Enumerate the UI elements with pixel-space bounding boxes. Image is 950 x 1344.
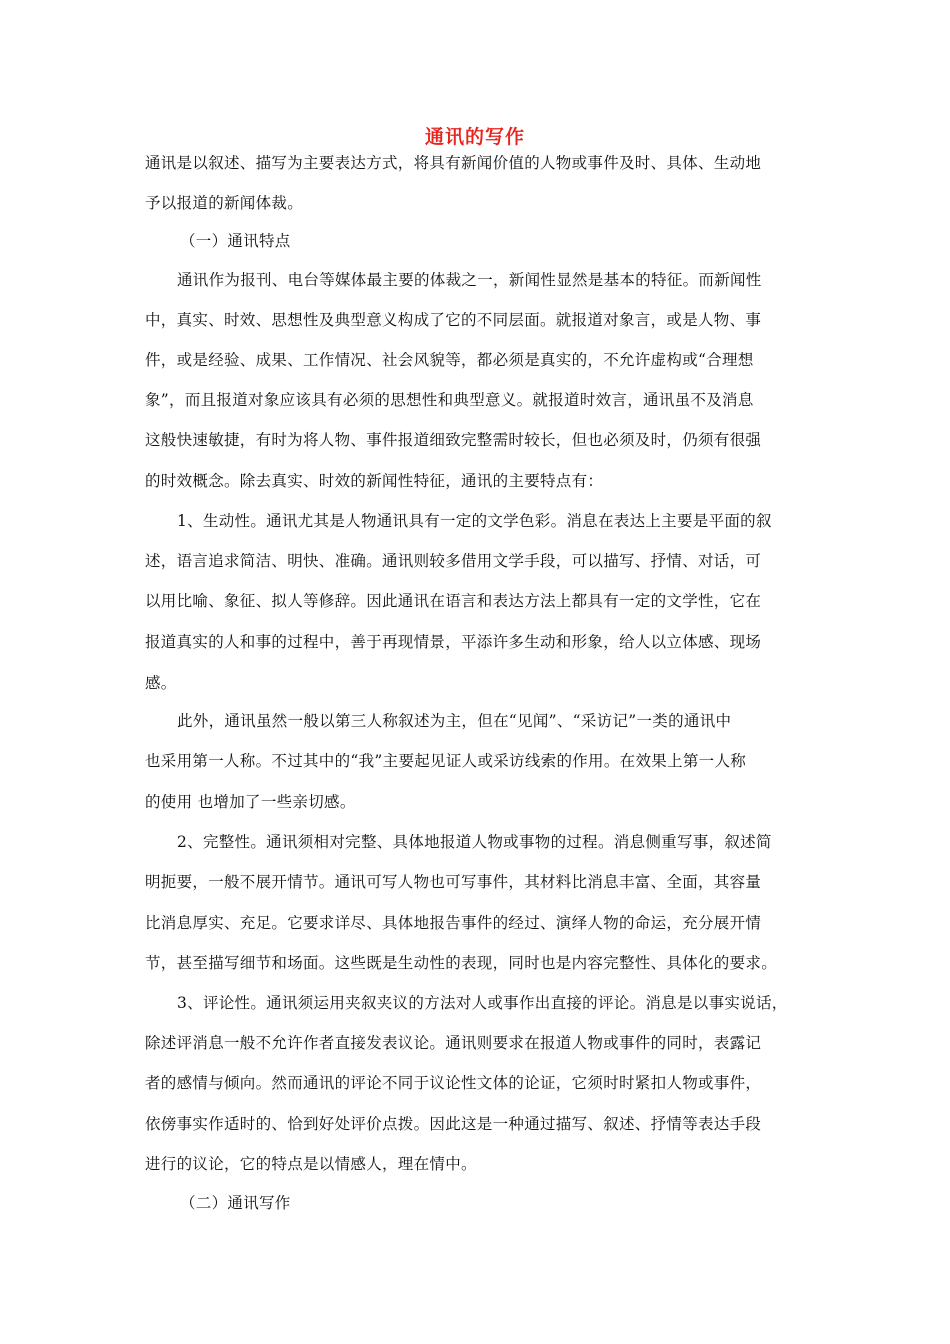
paragraph-line: 通讯是以叙述、描写为主要表达方式，将具有新闻价值的人物或事件及时、具体、生动地 [145,154,762,172]
paragraph-line: 象”，而且报道对象应该具有必须的思想性和典型意义。就报道时效言，通讯虽不及消息 [145,391,754,409]
paragraph-line: 比消息厚实、充足。它要求详尽、具体地报告事件的经过、演绎人物的命运，充分展开情 [145,914,762,932]
paragraph-line: 1、生动性。通讯尤其是人物通讯具有一定的文学色彩。消息在表达上主要是平面的叙 [177,512,772,530]
paragraph-line: 这般快速敏捷，有时为将人物、事件报道细致完整需时较长，但也必须及时，仍须有很强 [145,431,762,449]
paragraph-line: 述，语言追求简洁、明快、准确。通讯则较多借用文学手段，可以描写、抒情、对话，可 [145,552,762,570]
paragraph-line: 此外，通讯虽然一般以第三人称叙述为主，但在“见闻”、“采访记”一类的通讯中 [177,712,732,730]
paragraph-line: 件，或是经验、成果、工作情况、社会风貌等，都必须是真实的，不允许虚构或“合理想 [145,351,754,369]
paragraph-line: 以用比喻、象征、拟人等修辞。因此通讯在语言和表达方法上都具有一定的文学性，它在 [145,592,762,610]
paragraph-line: 中，真实、时效、思想性及典型意义构成了它的不同层面。就报道对象言，或是人物、事 [145,311,762,329]
paragraph-line: 依傍事实作适时的、恰到好处评价点拨。因此这是一种通过描写、叙述、抒情等表达手段 [145,1115,762,1133]
paragraph-line: 除述评消息一般不允许作者直接发表议论。通讯则要求在报道人物或事件的同时，表露记 [145,1034,762,1052]
paragraph-line: 的时效概念。除去真实、时效的新闻性特征，通讯的主要特点有： [145,472,604,490]
document-title: 通讯的写作 [424,126,525,148]
paragraph-line: 报道真实的人和事的过程中，善于再现情景，平添许多生动和形象，给人以立体感、现场 [145,633,762,651]
paragraph-line: 节，甚至描写细节和场面。这些既是生动性的表现，同时也是内容完整性、具体化的要求。 [145,954,778,972]
paragraph-line: 感。 [145,674,177,692]
paragraph-line: 予以报道的新闻体裁。 [145,194,304,212]
paragraph-line: 也采用第一人称。不过其中的“我”主要起见证人或采访线索的作用。在效果上第一人称 [145,752,747,770]
paragraph-line: 者的感情与倾向。然而通讯的评论不同于议论性文体的论证，它须时时紧扣人物或事件， [145,1074,762,1092]
paragraph-line: 进行的议论，它的特点是以情感人，理在情中。 [145,1155,477,1173]
paragraph-line: 的使用 也增加了一些亲切感。 [145,793,356,811]
paragraph-line: 2、完整性。通讯须相对完整、具体地报道人物或事物的过程。消息侧重写事，叙述简 [177,833,772,851]
paragraph-line: 通讯作为报刊、电台等媒体最主要的体裁之一，新闻性显然是基本的特征。而新闻性 [177,271,762,289]
paragraph-line: 3、评论性。通讯须运用夹叙夹议的方法对人或事作出直接的评论。消息是以事实说话， [177,994,788,1012]
section-heading: （二）通讯写作 [180,1194,291,1212]
section-heading: （一）通讯特点 [180,232,291,250]
paragraph-line: 明扼要，一般不展开情节。通讯可写人物也可写事件，其材料比消息丰富、全面，其容量 [145,873,762,891]
